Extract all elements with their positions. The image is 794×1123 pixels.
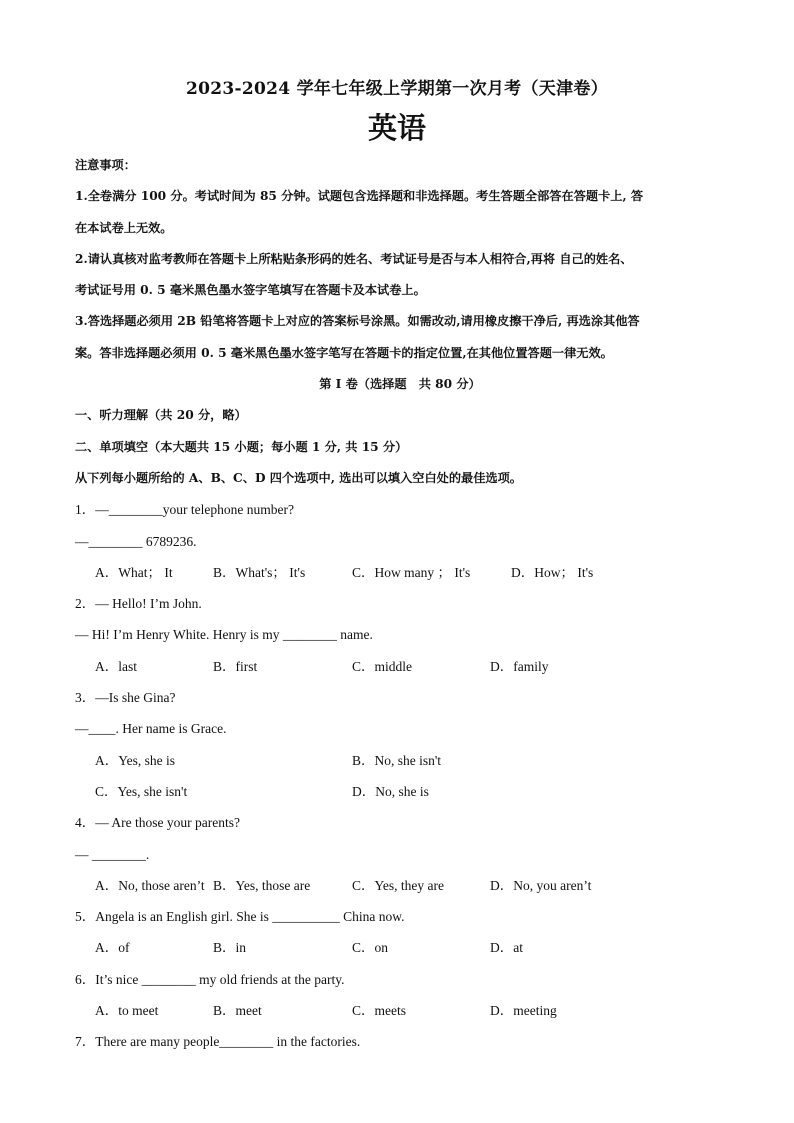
notice-line: 在本试卷上无效。 — [75, 220, 173, 235]
question-stem: 3．—Is she Gina? — [75, 690, 176, 706]
option-c: C．Yes, they are — [352, 877, 444, 893]
option-d: D．How； It's — [511, 564, 594, 580]
option-a: A．to meet — [95, 1003, 159, 1019]
subject-title: 英语 — [367, 111, 426, 145]
question-stem: —________ 6789236. — [75, 533, 197, 549]
question-stem: 2．— Hello! I’m John. — [75, 596, 202, 612]
option-a: A．last — [95, 658, 137, 674]
option-row — [75, 932, 725, 963]
option-a: A．Yes, she is — [95, 752, 176, 768]
notice-line: 3.答选择题必须用 2B 铅笔将答题卡上对应的答案标号涂黑。如需改动,请用橡皮擦干净后, 再选涂其他答 — [75, 314, 640, 329]
notice-line: 1.全卷满分 100 分。考试时间为 85 分钟。试题包含选择题和非选择题。考生答题全部答在答题卡上, 答 — [75, 189, 644, 204]
section-instruction: 从下列每小题所给的 A、B、C、D 四个选项中, 选出可以填入空白处的最佳选项。 — [75, 470, 522, 485]
option-c: C．How many ； It's — [352, 564, 471, 580]
question-stem: 5．Angela is an English girl. She is __________ China now. — [75, 909, 405, 925]
option-a: A．What； It — [95, 564, 173, 580]
question-stem: 4．— Are those your parents? — [75, 815, 240, 831]
option-b: B．meet — [213, 1003, 262, 1019]
option-b: B．What's； It's — [213, 564, 306, 580]
option-d: D．No, you aren’t — [490, 877, 592, 893]
section-heading-listening: 一、听力理解（共 20 分，略） — [75, 408, 247, 423]
option-row — [75, 776, 725, 807]
exam-body — [75, 150, 725, 1058]
question-stem: — Hi! I’m Henry White. Henry is my ________ name. — [75, 627, 373, 643]
question-stem: — ________. — [75, 846, 150, 862]
option-a: A．No, those aren’t — [95, 877, 205, 893]
option-c: C．meets — [352, 1003, 406, 1019]
option-d: D．No, she is — [352, 783, 429, 799]
question-stem: —____. Her name is Grace. — [75, 721, 227, 737]
option-row — [75, 745, 725, 776]
question-stem: 6．It’s nice ________ my old friends at the party. — [75, 971, 345, 987]
notice-line: 考试证号用 0. 5 毫米黑色墨水签字笔填写在答题卡及本试卷上。 — [75, 283, 426, 298]
exam-title: 2023-2024 学年七年级上学期第一次月考（天津卷） — [185, 79, 608, 99]
option-b: B．in — [213, 940, 247, 956]
option-b: B．first — [213, 658, 258, 674]
option-row — [75, 870, 725, 901]
question-stem: 1．—________your telephone number? — [75, 502, 294, 518]
question-stem: 7．There are many people________ in the factories. — [75, 1034, 361, 1050]
option-c: C．on — [352, 940, 389, 956]
notice-heading: 注意事项： — [75, 158, 136, 172]
section-heading-single-choice: 二、单项填空（本大题共 15 小题；每小题 1 分, 共 15 分） — [75, 439, 408, 454]
option-row — [75, 995, 725, 1026]
option-row — [75, 651, 725, 682]
option-b: B．No, she isn't — [352, 752, 442, 768]
option-d: D．family — [490, 658, 549, 674]
option-a: A．of — [95, 940, 130, 956]
option-b: B．Yes, those are — [213, 877, 311, 893]
option-d: D．at — [490, 940, 523, 956]
notice-line: 2.请认真核对监考教师在答题卡上所粘贴条形码的姓名、考试证号是否与本人相符合,再将 自己的姓名、 — [75, 251, 633, 266]
option-c: C．middle — [352, 658, 412, 674]
option-c: C．Yes, she isn't — [95, 783, 188, 799]
notice-line: 案。答非选择题必须用 0. 5 毫米黑色墨水签字笔写在答题卡的指定位置,在其他位置答题一律无效。 — [75, 345, 613, 360]
option-d: D．meeting — [490, 1003, 557, 1019]
option-row — [75, 557, 725, 588]
part-heading: 第 I 卷（选择题 共 80 分） — [319, 377, 481, 392]
